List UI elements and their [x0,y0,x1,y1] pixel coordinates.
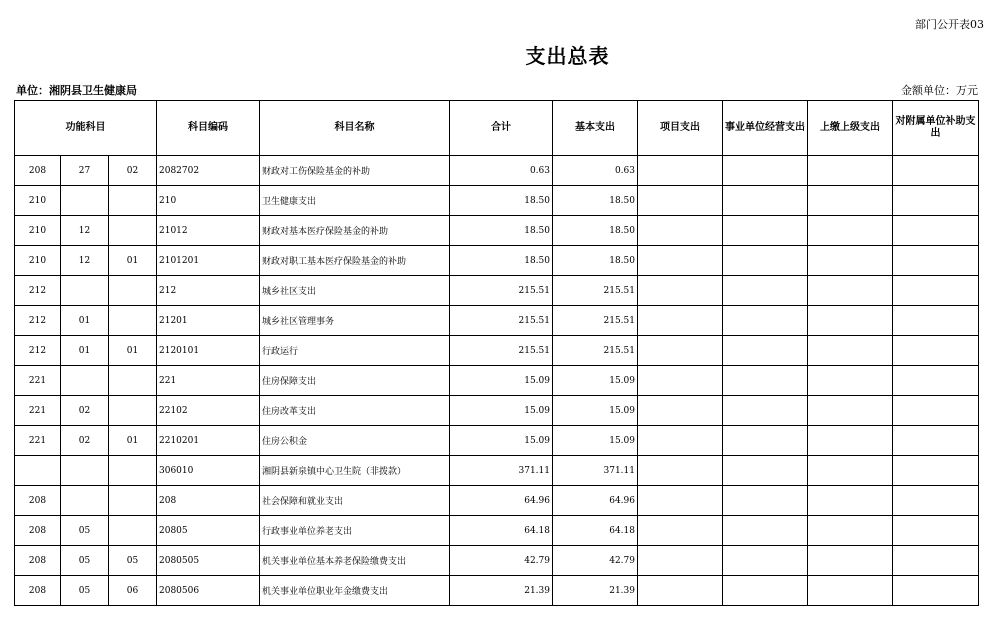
cell-subject-code: 210 [157,186,260,216]
cell-total: 371.11 [450,456,553,486]
cell-basic: 15.09 [553,426,638,456]
cell-total: 64.18 [450,516,553,546]
cell-total: 15.09 [450,396,553,426]
cell-subject-code: 21012 [157,216,260,246]
cell-subsidy [893,546,979,576]
cell-item: 01 [61,306,109,336]
cell-total: 215.51 [450,336,553,366]
cell-business [723,276,808,306]
cell-total: 18.50 [450,186,553,216]
cell-upper [808,456,893,486]
cell-subject-code: 2082702 [157,156,260,186]
cell-basic: 371.11 [553,456,638,486]
table-row [15,186,979,216]
cell-basic: 64.96 [553,486,638,516]
cell-subject-name: 财政对工伤保险基金的补助 [260,156,450,186]
cell-subitem: 06 [109,576,157,606]
table-row [15,336,979,366]
cell-item: 12 [61,246,109,276]
cell-class: 210 [15,246,61,276]
cell-subject-code: 21201 [157,306,260,336]
cell-item [61,186,109,216]
cell-subject-name: 机关事业单位基本养老保险缴费支出 [260,546,450,576]
cell-total: 64.96 [450,486,553,516]
cell-basic: 18.50 [553,186,638,216]
cell-project [638,516,723,546]
cell-basic: 21.39 [553,576,638,606]
cell-item [61,456,109,486]
table-row [15,156,979,186]
cell-subsidy [893,426,979,456]
cell-subsidy [893,486,979,516]
cell-project [638,396,723,426]
table-row [15,396,979,426]
cell-total: 42.79 [450,546,553,576]
cell-business [723,366,808,396]
table-row [15,516,979,546]
cell-upper [808,486,893,516]
cell-class: 208 [15,486,61,516]
cell-item: 05 [61,546,109,576]
cell-subject-name: 住房保障支出 [260,366,450,396]
cell-subitem [109,186,157,216]
cell-upper [808,186,893,216]
cell-business [723,336,808,366]
cell-business [723,456,808,486]
cell-item: 02 [61,426,109,456]
cell-basic: 0.63 [553,156,638,186]
header-total: 合计 [450,101,553,156]
cell-project [638,276,723,306]
cell-business [723,546,808,576]
cell-item: 05 [61,576,109,606]
cell-project [638,456,723,486]
header-basic: 基本支出 [553,101,638,156]
cell-subject-name: 住房改革支出 [260,396,450,426]
cell-subitem: 01 [109,336,157,366]
cell-subsidy [893,246,979,276]
cell-subsidy [893,456,979,486]
cell-class: 208 [15,156,61,186]
cell-total: 18.50 [450,216,553,246]
table-row [15,546,979,576]
cell-item [61,366,109,396]
cell-upper [808,396,893,426]
unit-label: 单位：湘阴县卫生健康局 [16,84,137,97]
table-row [15,276,979,306]
cell-basic: 215.51 [553,336,638,366]
cell-total: 15.09 [450,366,553,396]
table-row [15,366,979,396]
cell-subject-code: 22102 [157,396,260,426]
cell-basic: 18.50 [553,216,638,246]
cell-project [638,246,723,276]
cell-upper [808,426,893,456]
cell-upper [808,366,893,396]
table-row [15,246,979,276]
cell-subject-name: 卫生健康支出 [260,186,450,216]
cell-upper [808,276,893,306]
cell-upper [808,546,893,576]
cell-business [723,186,808,216]
header-upper: 上缴上级支出 [808,101,893,156]
cell-subsidy [893,576,979,606]
cell-project [638,486,723,516]
cell-subitem [109,276,157,306]
cell-subitem [109,396,157,426]
cell-subject-code: 208 [157,486,260,516]
cell-upper [808,336,893,366]
cell-subitem: 01 [109,426,157,456]
cell-subject-name: 社会保障和就业支出 [260,486,450,516]
cell-class [15,456,61,486]
header-project: 项目支出 [638,101,723,156]
table-row [15,456,979,486]
cell-subject-code: 2210201 [157,426,260,456]
cell-project [638,156,723,186]
table-header-row [15,101,979,156]
cell-class: 212 [15,306,61,336]
cell-business [723,576,808,606]
cell-upper [808,156,893,186]
cell-basic: 215.51 [553,276,638,306]
cell-class: 221 [15,396,61,426]
cell-subject-name: 住房公积金 [260,426,450,456]
cell-subject-code: 2101201 [157,246,260,276]
cell-total: 18.50 [450,246,553,276]
cell-project [638,336,723,366]
cell-item [61,276,109,306]
cell-total: 215.51 [450,306,553,336]
table-row [15,576,979,606]
cell-subject-name: 机关事业单位职业年金缴费支出 [260,576,450,606]
cell-subsidy [893,396,979,426]
cell-business [723,246,808,276]
cell-subitem [109,516,157,546]
cell-subject-name: 湘阴县新泉镇中心卫生院（非拨款） [260,456,450,486]
cell-subsidy [893,186,979,216]
cell-subject-name: 城乡社区管理事务 [260,306,450,336]
header-subsidy: 对附属单位补助支出 [893,101,979,156]
cell-basic: 18.50 [553,246,638,276]
table-row [15,306,979,336]
cell-project [638,216,723,246]
cell-class: 221 [15,366,61,396]
header-business: 事业单位经营支出 [723,101,808,156]
header-func-subject: 功能科目 [15,101,157,156]
cell-subitem: 05 [109,546,157,576]
cell-item: 27 [61,156,109,186]
cell-subsidy [893,276,979,306]
cell-basic: 15.09 [553,396,638,426]
cell-project [638,186,723,216]
cell-subsidy [893,516,979,546]
cell-subsidy [893,366,979,396]
cell-business [723,216,808,246]
cell-basic: 215.51 [553,306,638,336]
cell-business [723,426,808,456]
cell-item: 05 [61,516,109,546]
cell-subject-name: 财政对职工基本医疗保险基金的补助 [260,246,450,276]
cell-subject-code: 212 [157,276,260,306]
cell-upper [808,216,893,246]
cell-subitem [109,486,157,516]
cell-subject-name: 财政对基本医疗保险基金的补助 [260,216,450,246]
cell-project [638,306,723,336]
header-subject-code: 科目编码 [157,101,260,156]
cell-subsidy [893,306,979,336]
cell-subject-name: 行政事业单位养老支出 [260,516,450,546]
cell-project [638,366,723,396]
page-title: 支出总表 [525,44,610,68]
cell-item: 02 [61,396,109,426]
cell-subject-name: 行政运行 [260,336,450,366]
cell-item: 01 [61,336,109,366]
cell-class: 208 [15,516,61,546]
cell-upper [808,576,893,606]
cell-class: 212 [15,276,61,306]
cell-subitem [109,306,157,336]
cell-subitem [109,456,157,486]
cell-project [638,576,723,606]
cell-subitem [109,366,157,396]
cell-subsidy [893,216,979,246]
cell-basic: 15.09 [553,366,638,396]
cell-item [61,486,109,516]
cell-business [723,306,808,336]
cell-subitem [109,216,157,246]
cell-class: 210 [15,216,61,246]
cell-project [638,426,723,456]
cell-upper [808,246,893,276]
cell-subject-code: 20805 [157,516,260,546]
cell-business [723,516,808,546]
cell-total: 215.51 [450,276,553,306]
cell-subsidy [893,156,979,186]
cell-class: 212 [15,336,61,366]
table-row [15,216,979,246]
cell-business [723,486,808,516]
cell-subject-name: 城乡社区支出 [260,276,450,306]
cell-upper [808,516,893,546]
cell-class: 208 [15,576,61,606]
table-code: 部门公开表03 [915,18,984,31]
cell-subject-code: 306010 [157,456,260,486]
cell-item: 12 [61,216,109,246]
cell-upper [808,306,893,336]
cell-basic: 42.79 [553,546,638,576]
cell-subsidy [893,336,979,366]
money-unit-label: 金额单位：万元 [901,84,978,97]
cell-total: 15.09 [450,426,553,456]
cell-business [723,156,808,186]
table-row [15,486,979,516]
table-row [15,426,979,456]
cell-subitem: 02 [109,156,157,186]
cell-total: 21.39 [450,576,553,606]
cell-subject-code: 221 [157,366,260,396]
cell-subject-code: 2120101 [157,336,260,366]
header-subject-name: 科目名称 [260,101,450,156]
cell-subitem: 01 [109,246,157,276]
cell-total: 0.63 [450,156,553,186]
cell-class: 208 [15,546,61,576]
cell-subject-code: 2080505 [157,546,260,576]
expenditure-table [14,100,979,606]
cell-business [723,396,808,426]
cell-class: 221 [15,426,61,456]
cell-basic: 64.18 [553,516,638,546]
cell-project [638,546,723,576]
cell-class: 210 [15,186,61,216]
cell-subject-code: 2080506 [157,576,260,606]
